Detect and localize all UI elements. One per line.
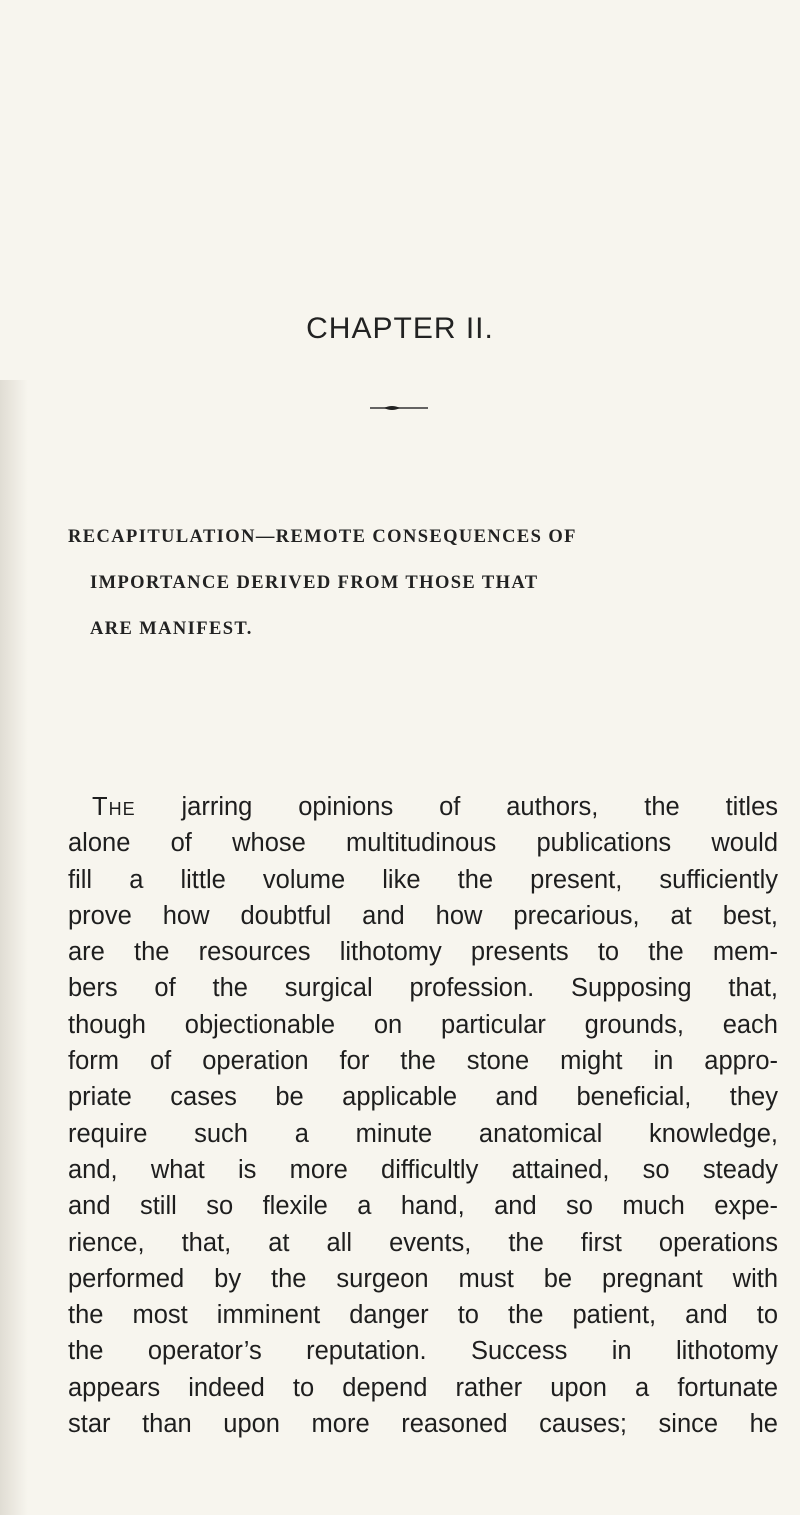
body-line: though objectionable on particular grounds, each [68, 1010, 778, 1039]
summary-line: IMPORTANCE DERIVED FROM THOSE THAT [90, 573, 539, 593]
body-line: and, what is more difficultly attained, so steady [68, 1155, 778, 1184]
body-line-text: jarring opinions of authors, the titles [181, 793, 779, 821]
body-line: bers of the surgical profession. Supposing that, [68, 974, 778, 1003]
body-line: and still so flexile a hand, and so much expe- [68, 1192, 778, 1221]
body-line: the operator’s reputation. Success in lithotomy [68, 1337, 778, 1366]
body-line [68, 789, 778, 825]
body-line: star than upon more reasoned causes; since he [68, 1410, 778, 1439]
page-gutter-shadow [0, 380, 28, 1515]
body-line: priate cases be applicable and beneficial, they [68, 1083, 778, 1112]
body-line: require such a minute anatomical knowledge, [68, 1119, 778, 1148]
body-line: fill a little volume like the present, sufficiently [68, 865, 778, 894]
body-paragraph [68, 789, 780, 1442]
body-line: the most imminent danger to the patient, and to [68, 1301, 778, 1330]
divider-ornament [370, 404, 428, 412]
body-line: form of operation for the stone might in appro- [68, 1047, 778, 1076]
body-line: rience, that, at all events, the first operations [68, 1228, 778, 1257]
body-line: alone of whose multitudinous publications would [68, 829, 778, 858]
chapter-title: CHAPTER II. [306, 312, 494, 345]
body-line: performed by the surgeon must be pregnant with [68, 1264, 778, 1293]
summary-line: ARE MANIFEST. [90, 619, 253, 639]
body-line: are the resources lithotomy presents to the mem- [68, 938, 778, 967]
body-line: appears indeed to depend rather upon a fortunate [68, 1373, 778, 1402]
chapter-summary [68, 514, 768, 652]
body-line: prove how doubtful and how precarious, at best, [68, 901, 778, 930]
summary-line: RECAPITULATION—REMOTE CONSEQUENCES OF [68, 527, 577, 547]
opening-word: The [92, 793, 136, 821]
